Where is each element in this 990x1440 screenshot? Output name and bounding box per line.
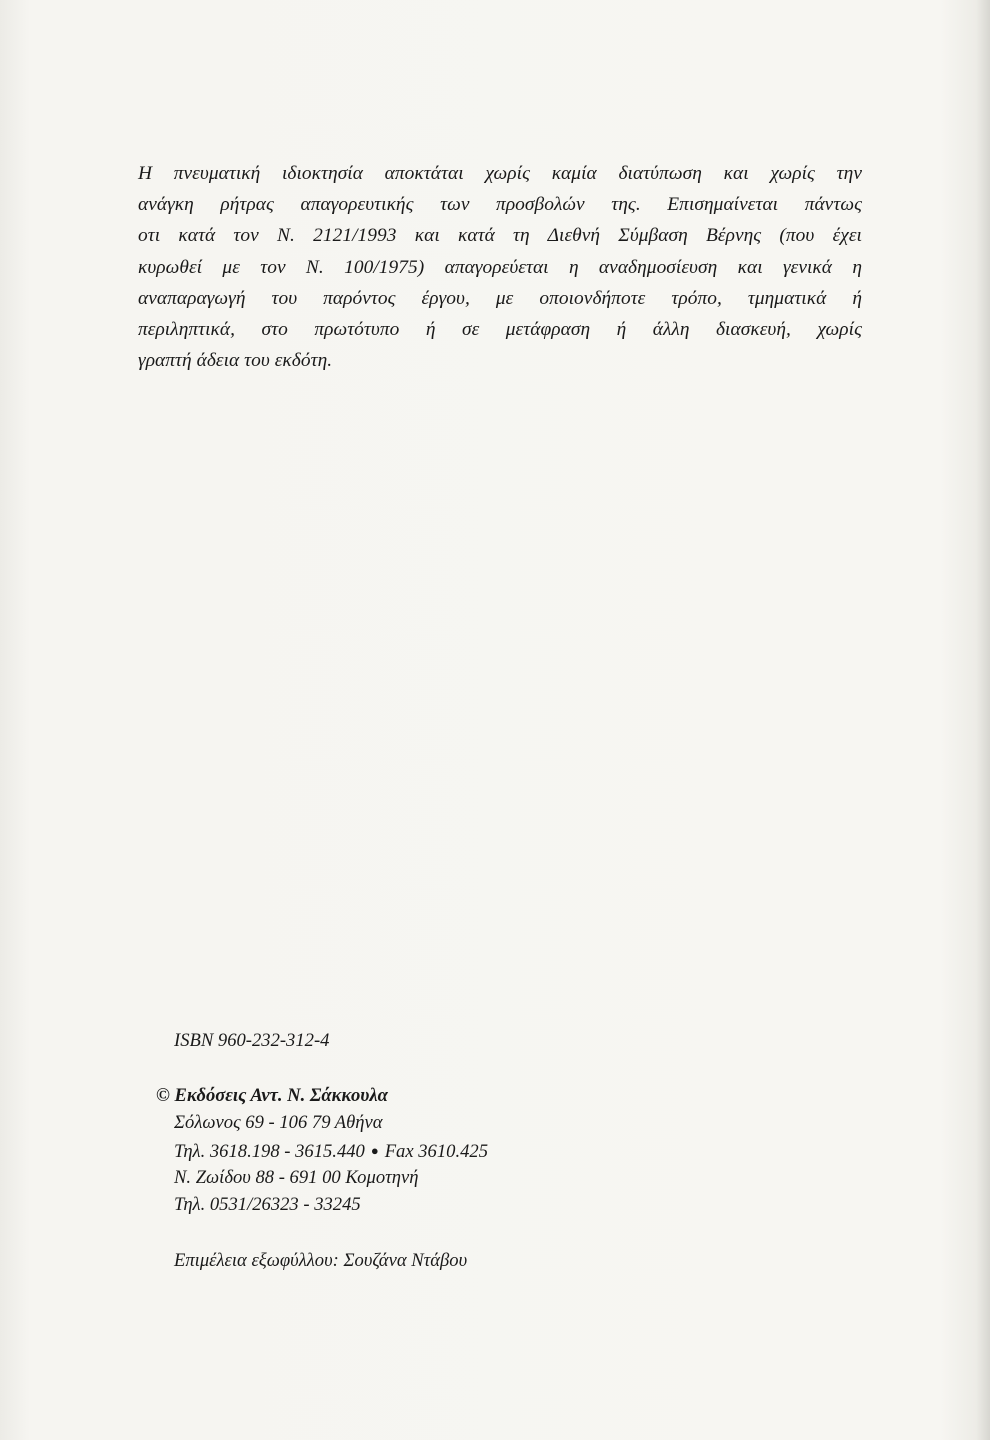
bullet-separator: ● (370, 1143, 379, 1158)
fax-athens: Fax 3610.425 (384, 1141, 488, 1162)
page-edge-shadow (976, 0, 990, 1440)
contact-athens (174, 1137, 488, 1165)
isbn: ISBN 960-232-312-4 (174, 1030, 330, 1051)
cover-design-credit: Επιμέλεια εξωφύλλου: Σουζάνα Ντάβου (174, 1250, 468, 1271)
notice-line: γραπτή άδεια του εκδότη. (138, 350, 333, 372)
notice-line: αναπαραγωγή του παρόντος έργου, με οποιονδήποτε τρόπο, τμηματικά ή (138, 287, 862, 309)
address-komotini: Ν. Ζωίδου 88 - 691 00 Κομοτηνή (174, 1167, 419, 1188)
phone-komotini: Τηλ. 0531/26323 - 33245 (174, 1194, 361, 1215)
phone-athens: Τηλ. 3618.198 - 3615.440 (174, 1141, 365, 1162)
copyright-notice (138, 158, 862, 376)
publisher-name: © Εκδόσεις Αντ. Ν. Σάκκουλα (156, 1085, 388, 1106)
notice-line: Η πνευματική ιδιοκτησία αποκτάται χωρίς καμία διατύπωση και χωρίς την (138, 163, 862, 184)
notice-line: οτι κατά τον Ν. 2121/1993 και κατά τη Διεθνή Σύμβαση Βέρνης (που έχει (138, 225, 862, 247)
notice-line: ανάγκη ρήτρας απαγορευτικής των προσβολών της. Επισημαίνεται πάντως (138, 194, 862, 216)
notice-line: κυρωθεί με τον Ν. 100/1975) απαγορεύεται η αναδημοσίευση και γενικά η (138, 256, 862, 278)
notice-line: περιληπτικά, στο πρωτότυπο ή σε μετάφραση ή άλλη διασκευή, χωρίς (138, 318, 862, 340)
address-athens: Σόλωνος 69 - 106 79 Αθήνα (174, 1112, 383, 1133)
